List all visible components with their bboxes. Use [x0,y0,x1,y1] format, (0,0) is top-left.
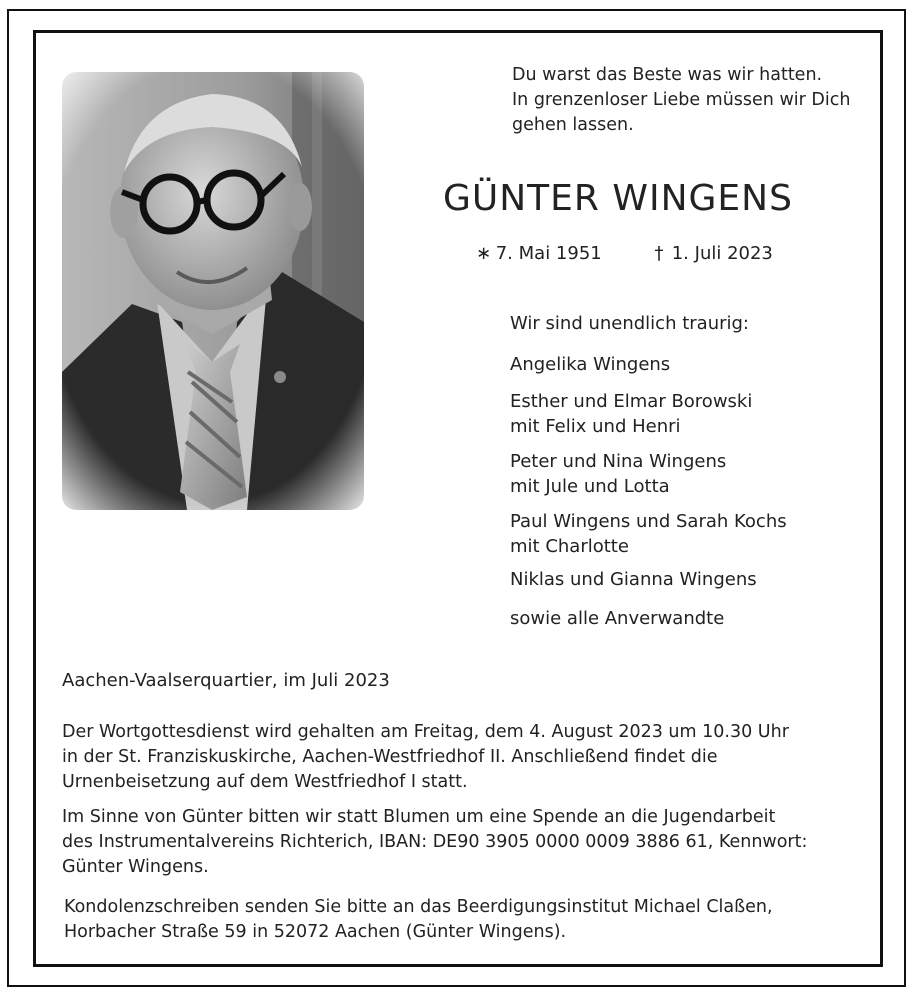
place-and-date: Aachen-Vaalserquartier, im Juli 2023 [62,670,390,691]
deceased-name: GÜNTER WINGENS [443,178,793,219]
service-line: in der St. Franziskuskirche, Aachen-Westfriedhof II. Anschließend findet die [62,747,718,767]
motto-verse [512,63,882,138]
condolence-paragraph [64,895,864,945]
mourner-line: Peter und Nina Wingens [510,451,727,472]
mourner-line: Angelika Wingens [510,354,671,375]
birth-symbol: ∗ [476,243,492,264]
motto-line: Du warst das Beste was wir hatten. [512,65,823,85]
mourner-line: Niklas und Gianna Wingens [510,569,757,590]
mourner-group [510,352,880,377]
birth-date: 7. Mai 1951 [495,243,602,264]
service-paragraph [62,720,862,795]
donation-paragraph [62,805,862,880]
mourner-line: Paul Wingens und Sarah Kochs [510,511,787,532]
death-date: 1. Juli 2023 [671,243,773,264]
mourner-group [510,567,880,592]
mourner-group [510,509,880,559]
condolence-line: Kondolenzschreiben senden Sie bitte an das Beerdigungsinstitut Michael Claßen, [64,897,773,917]
mourner-line: mit Jule und Lotta [510,476,670,497]
mourner-line: Esther und Elmar Borowski [510,391,753,412]
portrait-photo [62,72,364,510]
motto-line: In grenzenloser Liebe müssen wir Dich [512,90,851,110]
mourner-group [510,449,880,499]
condolence-line: Horbacher Straße 59 in 52072 Aachen (Günter Wingens). [64,922,567,942]
donation-line: des Instrumentalvereins Richterich, IBAN: DE90 3905 0000 0009 3886 61, Kennwort: [62,832,808,852]
service-line: Der Wortgottesdienst wird gehalten am Freitag, dem 4. August 2023 um 10.30 Uhr [62,722,789,742]
mourner-group [510,389,880,439]
donation-line: Im Sinne von Günter bitten wir statt Blumen um eine Spende an die Jugendarbeit [62,807,776,827]
mourners-intro: Wir sind unendlich traurig: [510,313,750,334]
life-dates [476,243,773,264]
mourners-closing: sowie alle Anverwandte [510,608,725,629]
mourner-line: mit Charlotte [510,536,629,557]
death-symbol: † [654,243,664,264]
mourners-list [510,311,880,631]
service-line: Urnenbeisetzung auf dem Westfriedhof I statt. [62,772,468,792]
mourner-line: mit Felix und Henri [510,416,681,437]
motto-line: gehen lassen. [512,115,634,135]
death-date-group [652,243,773,264]
donation-line: Günter Wingens. [62,857,209,877]
